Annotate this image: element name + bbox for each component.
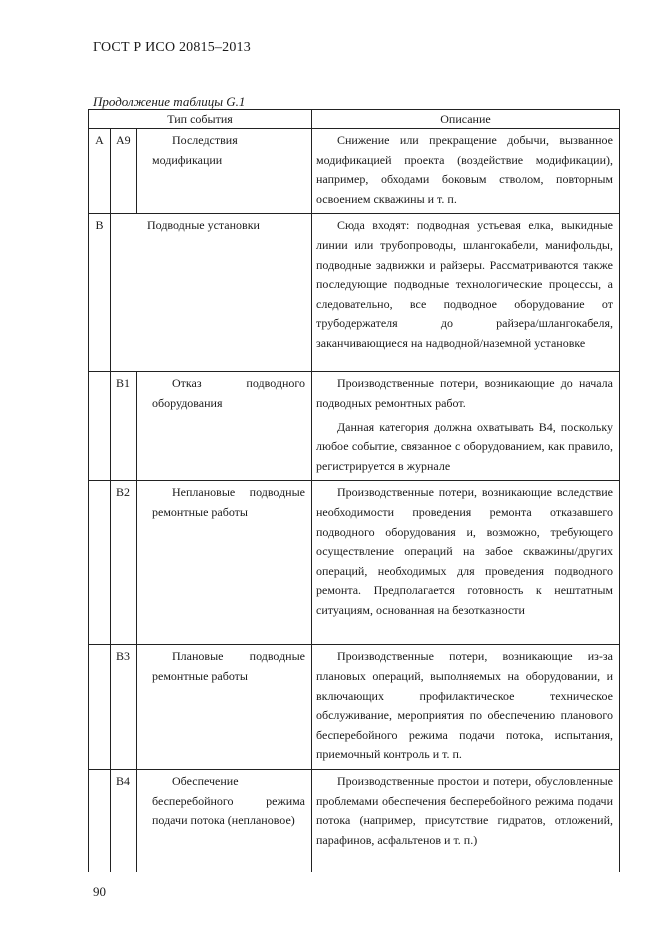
code-cell: B4 xyxy=(111,769,137,872)
event-name: Плановые подводные ремонтные работы xyxy=(152,649,305,683)
document-header: ГОСТ Р ИСО 20815–2013 xyxy=(93,40,251,55)
event-name-cell xyxy=(111,214,312,372)
event-name-cell xyxy=(137,481,312,645)
header-description: Описание xyxy=(312,110,620,129)
table-caption: Продолжение таблицы G.1 xyxy=(93,94,246,109)
table-row xyxy=(89,769,620,872)
table-row xyxy=(89,129,620,214)
code-cell: A9 xyxy=(111,129,137,214)
code-cell: B2 xyxy=(111,481,137,645)
category-cell xyxy=(89,645,111,770)
category-cell: A xyxy=(89,129,111,214)
description-text: Сюда входят: подводная устьевая елка, выкидные линии или трубопроводы, шлангокабели, манифольды, подводные задвижки и райзеры. Рассматриваются также последующие подводные технологические процессы, а следовательно, все подводное оборудование от трубодержателя до райзера/шлангокабеля, заканчивающиеся на надводной/наземной установке xyxy=(316,218,613,350)
event-name-cell xyxy=(137,129,312,214)
table-row xyxy=(89,372,620,481)
event-name: Отказ подводного оборудования xyxy=(152,376,305,410)
event-name-cell xyxy=(137,645,312,770)
event-types-table xyxy=(88,109,620,872)
description-cell xyxy=(312,214,620,372)
page-number: 90 xyxy=(93,884,106,899)
header-event-type: Тип события xyxy=(89,110,312,129)
event-name: Последствия модификации xyxy=(152,133,238,167)
description-text: Производственные потери, возникающие до начала подводных ремонтных работ. xyxy=(316,376,613,410)
table-row xyxy=(89,645,620,770)
category-cell xyxy=(89,372,111,481)
description-cell xyxy=(312,769,620,872)
description-text: Производственные потери, возникающие из-за плановых операций, выполняемых на оборудовании, и включающих профилактическое техническое обслуживание, мероприятия по обеспечению планового бесперебойного режима подачи потока, испытания, приемочный контроль и т. п. xyxy=(316,649,613,762)
description-text: Снижение или прекращение добычи, вызванное модификацией проекта (воздействие модификации), например, обходами боковым стволом, повторным освоением скважины и т. п. xyxy=(316,133,613,206)
event-name: Обеспечение бесперебойного режима подачи потока (неплановое) xyxy=(152,773,305,828)
event-name-cell xyxy=(137,372,312,481)
description-text: Производственные простои и потери, обусловленные проблемами обеспечения бесперебойного режима подачи потока (например, присутствие гидратов, отложений, парафинов, асфальтенов и т. п.) xyxy=(316,773,613,847)
description-text: Данная категория должна охватывать B4, поскольку любое событие, связанное с оборудованием, как правило, регистрируется в журнале xyxy=(316,419,613,473)
description-cell xyxy=(312,481,620,645)
description-text: Производственные потери, возникающие вследствие необходимости проведения ремонта отказавшего подводного оборудования и, возможно, требующего осуществление операций на забое скважины/других операций, необходимых для проведения подводного ремонта. Предполагается готовность к нештатным ситуациям, основанная на безотказности xyxy=(316,485,613,617)
table-row xyxy=(89,214,620,372)
description-cell xyxy=(312,372,620,481)
event-name: Подводные установки xyxy=(147,218,260,233)
category-cell xyxy=(89,769,111,872)
code-cell: B1 xyxy=(111,372,137,481)
description-cell xyxy=(312,645,620,770)
category-cell xyxy=(89,481,111,645)
event-name-cell xyxy=(137,769,312,872)
event-name: Неплановые подводные ремонтные работы xyxy=(152,485,305,519)
category-cell: B xyxy=(89,214,111,372)
code-cell: B3 xyxy=(111,645,137,770)
description-cell xyxy=(312,129,620,214)
table-header-row xyxy=(89,110,620,129)
table-row xyxy=(89,481,620,645)
